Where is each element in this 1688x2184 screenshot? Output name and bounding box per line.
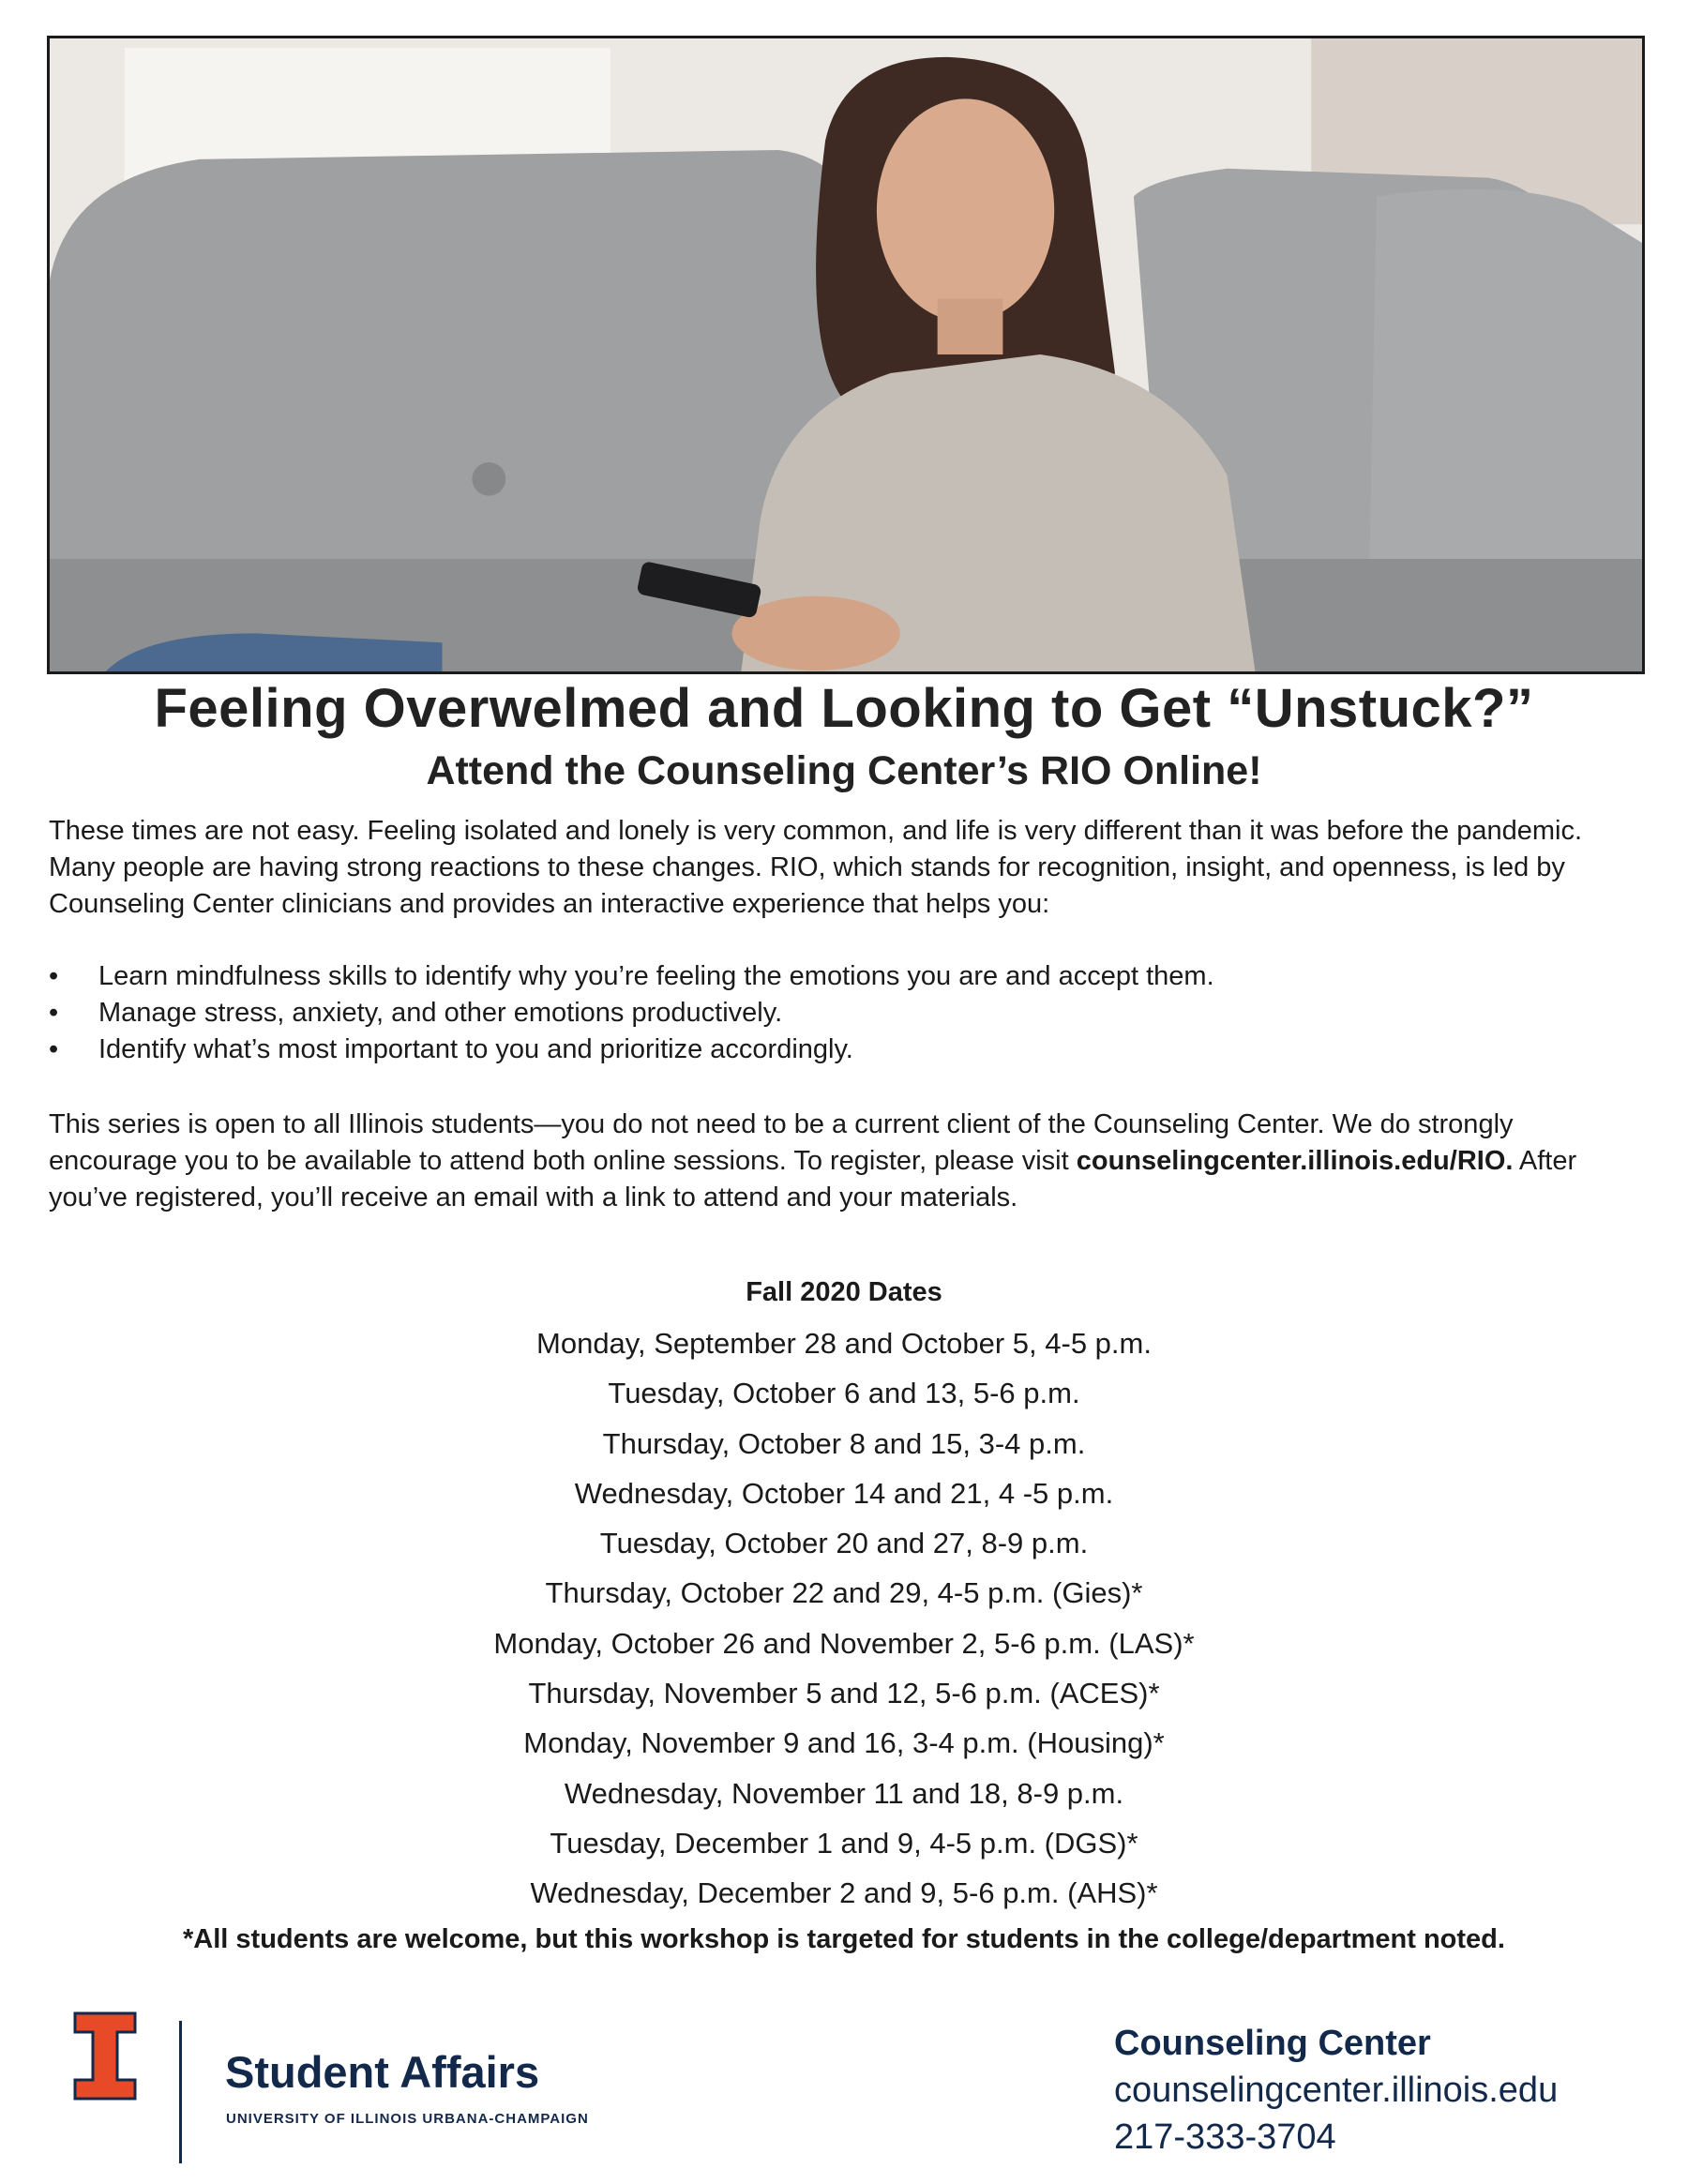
date-item: Wednesday, December 2 and 9, 5-6 p.m. (AHS)* <box>530 1876 1158 1910</box>
series-text-after: After you’ve registered, you’ll receive an email with a link to attend and your materials. <box>49 1146 1577 1212</box>
phone-number[interactable]: 217-333-3704 <box>1114 2117 1336 2157</box>
series-paragraph <box>49 1107 1643 1216</box>
dates-list <box>0 1327 1688 1927</box>
footnote: *All students are welcome, but this workshop is targeted for students in the college/department noted. <box>183 1924 1505 1954</box>
illinois-block-i-icon <box>73 2011 137 2101</box>
date-item: Tuesday, October 20 and 27, 8-9 p.m. <box>599 1527 1089 1560</box>
page-title: Feeling Overwelmed and Looking to Get “Unstuck?” <box>154 678 1534 739</box>
page-subtitle: Attend the Counseling Center’s RIO Online! <box>426 748 1262 793</box>
bullet-icon: • <box>49 1034 59 1064</box>
date-item: Monday, September 28 and October 5, 4-5 p.m. <box>536 1327 1152 1360</box>
website-link[interactable]: counselingcenter.illinois.edu <box>1114 2071 1559 2110</box>
contact-block <box>1114 2020 1558 2161</box>
hero-photo <box>47 36 1645 674</box>
date-item: Wednesday, November 11 and 18, 8-9 p.m. <box>564 1776 1124 1810</box>
date-item: Monday, November 9 and 16, 3-4 p.m. (Housing)* <box>523 1726 1165 1760</box>
date-item: Wednesday, October 14 and 21, 4 -5 p.m. <box>574 1476 1114 1510</box>
date-item: Thursday, November 5 and 12, 5-6 p.m. (ACES)* <box>528 1677 1160 1710</box>
intro-paragraph: These times are not easy. Feeling isolated and lonely is very common, and life is very different than it was before the pandemic. Many people are having strong reactions to these changes. RIO, which stands for recognition, insight, and openness, is led by Counseling Center clinicians and provides an interactive experience that helps you: <box>49 816 1583 919</box>
date-item: Thursday, October 22 and 29, 4-5 p.m. (Gies)* <box>545 1576 1143 1610</box>
university-name: UNIVERSITY OF ILLINOIS URBANA-CHAMPAIGN <box>226 2111 589 2127</box>
list-item <box>49 1032 1643 1068</box>
footer-divider <box>179 2021 182 2163</box>
bullet-icon: • <box>49 961 59 991</box>
bullet-text: Learn mindfulness skills to identify why you’re feeling the emotions you are and accept them. <box>98 961 1214 991</box>
bullet-icon: • <box>49 998 59 1028</box>
list-item <box>49 995 1643 1032</box>
date-item: Tuesday, December 1 and 9, 4-5 p.m. (DGS)* <box>550 1826 1138 1860</box>
bullet-text: Manage stress, anxiety, and other emotions productively. <box>98 998 783 1028</box>
student-affairs-title: Student Affairs <box>225 2047 540 2097</box>
benefits-list <box>49 958 1643 1068</box>
bullet-text: Identify what’s most important to you and prioritize accordingly. <box>98 1034 853 1064</box>
series-text-before: This series is open to all Illinois students—you do not need to be a current client of the Counseling Center. We do strongly encourage you to be available to attend both online sessions. To register, please visit <box>49 1109 1514 1176</box>
date-item: Monday, October 26 and November 2, 5-6 p.m. (LAS)* <box>493 1626 1195 1660</box>
date-item: Tuesday, October 6 and 13, 5-6 p.m. <box>608 1377 1080 1410</box>
dates-heading: Fall 2020 Dates <box>746 1277 942 1307</box>
counseling-center-title: Counseling Center <box>1114 2024 1431 2063</box>
registration-link[interactable]: counselingcenter.illinois.edu/RIO. <box>1076 1146 1514 1176</box>
date-item: Thursday, October 8 and 15, 3-4 p.m. <box>602 1426 1086 1460</box>
list-item <box>49 958 1643 995</box>
